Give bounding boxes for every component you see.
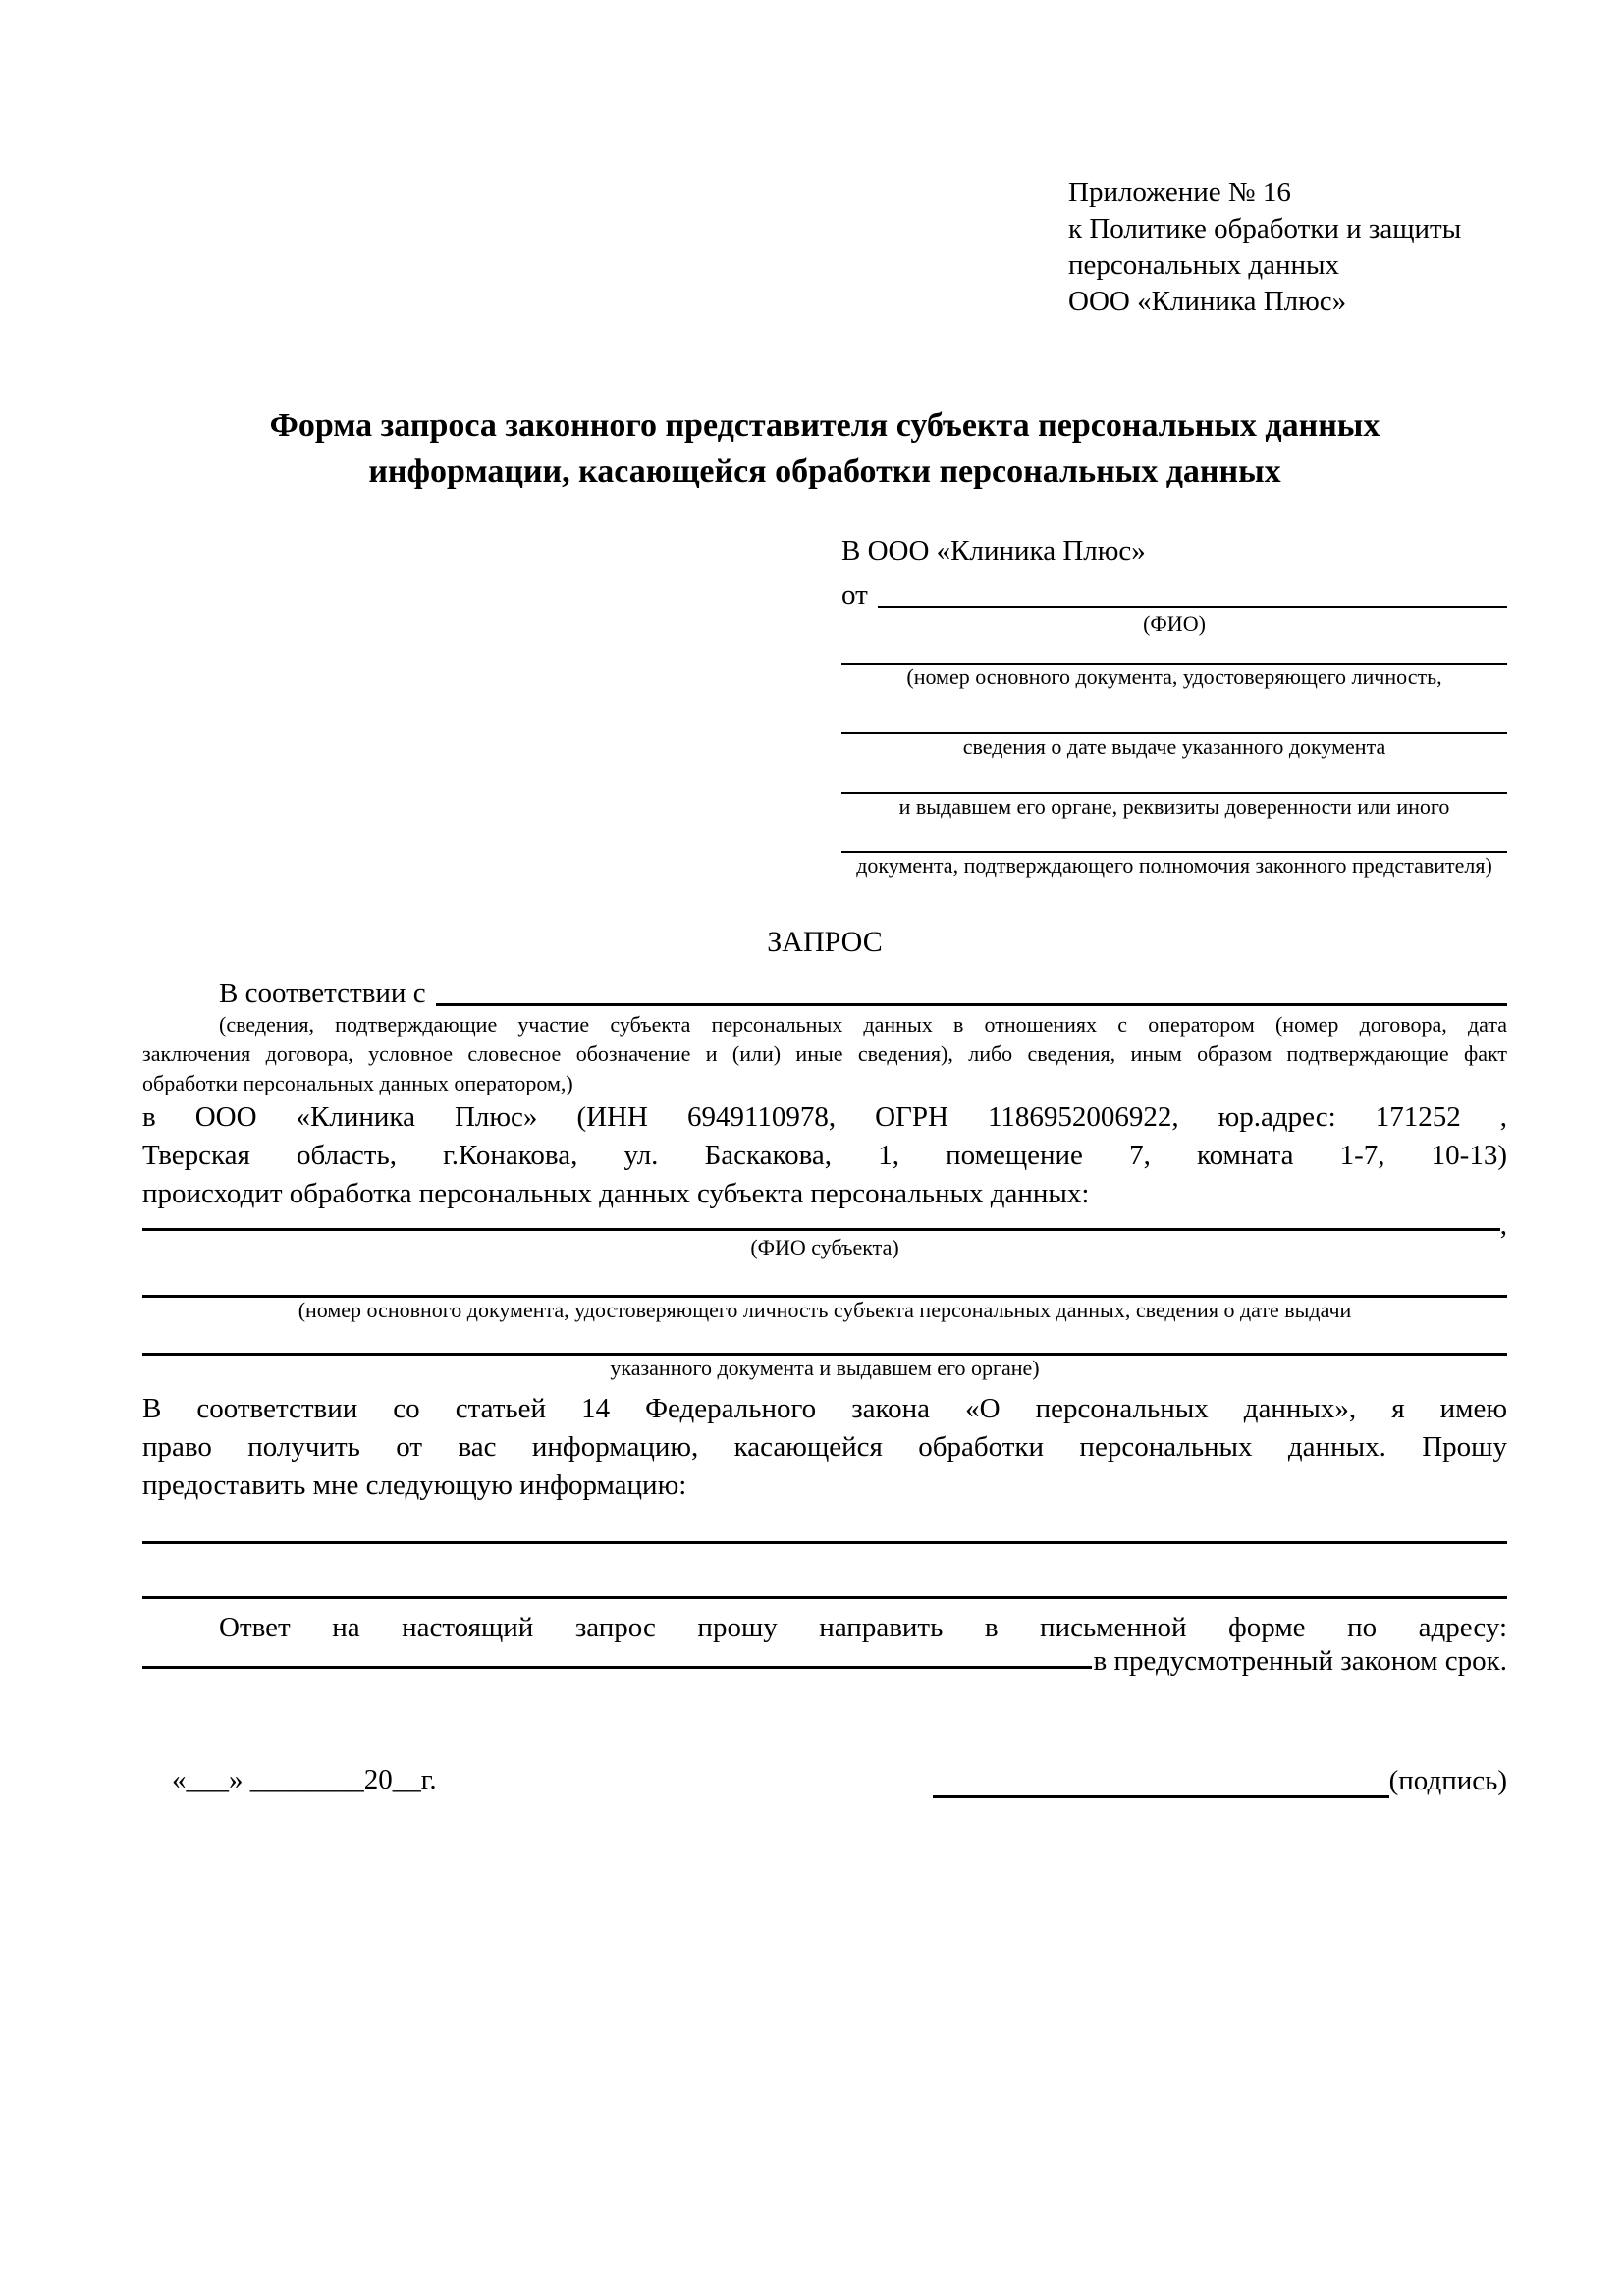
operator-paragraph-line: происходит обработка персональных данных субъекта персональных данных: — [142, 1178, 1090, 1209]
representative-doc-blank-line — [841, 690, 1507, 734]
in-accordance-row — [142, 973, 1507, 1010]
appendix-header-line: персональных данных — [1068, 249, 1340, 281]
law-paragraph-line: В соответствии со статьей 14 Федерального закона «О персональных данных», я имею — [142, 1393, 1507, 1424]
law-paragraph-line: право получить от вас информацию, касающейся обработки персональных данных. Прошу — [142, 1431, 1507, 1463]
representative-doc-caption: (номер основного документа, удостоверяющего личность, — [906, 665, 1442, 689]
operator-paragraph-line: в ООО «Клиника Плюс» (ИНН 6949110978, ОГРН 1186952006922, юр.адрес: 171252 , — [142, 1101, 1507, 1133]
relation-note-line: (сведения, подтверждающие участие субъекта персональных данных в отношениях с оператором (номер договора, дата — [219, 1012, 1507, 1037]
representative-doc-blank-line — [841, 760, 1507, 794]
subject-doc-blank-line — [142, 1260, 1507, 1298]
answer-address-row — [142, 1645, 1507, 1677]
appendix-header-line: к Политике обработки и защиты — [1068, 213, 1462, 244]
representative-doc-blank-line — [841, 637, 1507, 665]
subject-fio-caption: (ФИО субъекта) — [750, 1235, 899, 1259]
representative-doc-caption: документа, подтверждающего полномочия законного представителя) — [856, 853, 1492, 878]
addressee-to: В ООО «Клиника Плюс» — [841, 535, 1146, 566]
form-title-line: Форма запроса законного представителя субъекта персональных данных — [269, 407, 1380, 444]
representative-doc-caption: сведения о дате выдаче указанного документа — [962, 734, 1386, 759]
in-accordance-label: В соответствии с — [219, 978, 426, 1009]
answer-paragraph-line: Ответ на настоящий запрос прошу направить в письменной форме по адресу: — [219, 1612, 1507, 1643]
subject-doc-caption: (номер основного документа, удостоверяющего личность субъекта персональных данных, сведения о дате выдачи — [298, 1298, 1352, 1322]
operator-paragraph-line: Тверская область, г.Конакова, ул. Баскакова, 1, помещение 7, комната 1-7, 10-13) — [142, 1140, 1507, 1171]
form-title-line: информации, касающейся обработки персональных данных — [368, 454, 1281, 490]
representative-doc-blank-line — [841, 820, 1507, 853]
fio-blank-line — [878, 606, 1507, 608]
requested-info-blank-line — [142, 1544, 1507, 1599]
relation-note-line: заключения договора, условное словесное обозначение и (или) иные сведения), либо сведения, иным образом подтверждающие факт — [142, 1041, 1507, 1066]
trailing-comma: , — [1499, 1209, 1507, 1241]
law-paragraph-line: предоставить мне следующую информацию: — [142, 1469, 687, 1501]
subject-fio-row — [142, 1209, 1507, 1241]
requested-info-blank-line — [142, 1505, 1507, 1544]
in-accordance-blank-line — [436, 1003, 1507, 1006]
addressee-block — [841, 531, 1507, 879]
subject-doc-caption: указанного документа и выдавшем его органе) — [610, 1356, 1040, 1380]
appendix-header — [1068, 175, 1507, 320]
form-title — [142, 402, 1507, 495]
request-heading: ЗАПРОС — [767, 926, 883, 958]
relation-note-line: обработки персональных данных оператором,) — [142, 1071, 573, 1095]
footer-row — [142, 1761, 1507, 1798]
from-label: от — [841, 579, 868, 611]
from-row — [841, 570, 1507, 612]
appendix-header-line: ООО «Клиника Плюс» — [1068, 286, 1347, 317]
appendix-header-line: Приложение № 16 — [1068, 177, 1291, 208]
signature-block — [933, 1763, 1507, 1798]
answer-address-blank-line — [142, 1666, 1092, 1669]
date-line: «___» ________20__г. — [172, 1764, 437, 1795]
answer-paragraph-tail: в предусмотренный законом срок. — [1093, 1645, 1507, 1677]
fio-caption: (ФИО) — [1143, 612, 1206, 636]
representative-doc-caption: и выдавшем его органе, реквизиты доверенности или иного — [898, 794, 1450, 819]
signature-caption: (подпись) — [1388, 1765, 1507, 1796]
signature-blank-line — [933, 1765, 1389, 1798]
subject-fio-blank-line — [142, 1228, 1500, 1231]
subject-doc-blank-line — [142, 1323, 1507, 1356]
